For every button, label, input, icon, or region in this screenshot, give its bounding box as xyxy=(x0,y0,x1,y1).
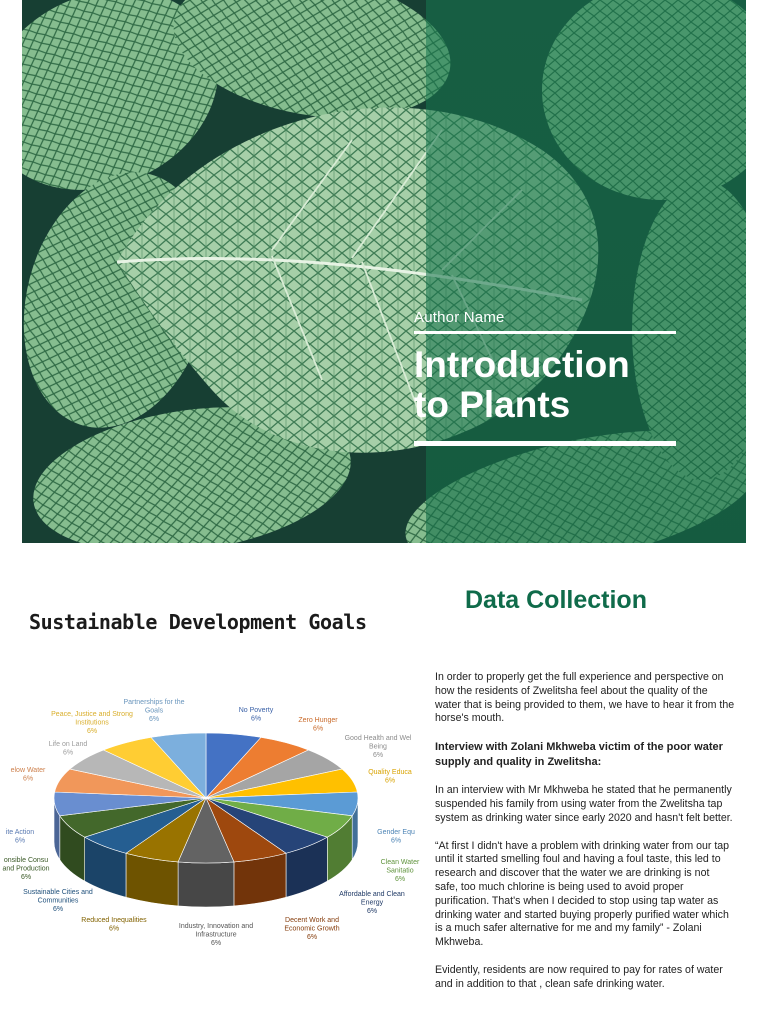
interview-heading: Interview with Zolani Mkhweba victim of the poor water supply and quality in Zwelitsha: xyxy=(435,741,723,769)
article-paragraph-1: In order to properly get the full experience and perspective on how the residents of Zwelitsha feel about the quality of the water that is being provided to them, we have to hear it from the horse's mouth. xyxy=(435,671,735,725)
article-body xyxy=(435,671,735,1006)
pie-data-label: onsible Consu and Production 6% xyxy=(2,857,50,881)
chart-title: Sustainable Development Goals xyxy=(29,610,367,634)
pie-data-label: No Poverty 6% xyxy=(238,707,274,723)
page-title xyxy=(414,345,714,425)
hero-image xyxy=(22,0,746,543)
pie-data-label: Industry, Innovation and Infrastructure 6% xyxy=(178,923,254,947)
pie-data-label: Quality Educa 6% xyxy=(368,769,412,785)
title-line-1: Introduction xyxy=(414,344,630,385)
pie-data-label: elow Water 6% xyxy=(10,767,46,783)
article-paragraph-3: Evidently, residents are now required to pay for rates of water and in addition to that , clean safe drinking water. xyxy=(435,963,723,990)
title-rule-bottom xyxy=(414,441,676,446)
pie-data-label: Affordable and Clean Energy 6% xyxy=(339,891,405,915)
pie-data-label: Good Health and Wel Being 6% xyxy=(344,735,412,759)
hero-green-overlay xyxy=(426,0,746,543)
author-name: Author Name xyxy=(414,309,505,326)
pie-data-label: ite Action 6% xyxy=(5,829,35,845)
pie-data-label: Clean Water Sanitatio 6% xyxy=(380,859,420,883)
pie-data-label: Decent Work and Economic Growth 6% xyxy=(284,917,340,941)
pie-data-label: Reduced Inequalities 6% xyxy=(81,917,147,933)
title-rule-top xyxy=(414,331,676,334)
pie-data-label: Partnerships for the Goals 6% xyxy=(123,699,185,723)
article-paragraph-2: In an interview with Mr Mkhweba he stated that he permanently suspended his family from using water from the Zwelitsha tap system as drinking water since early 2020 and hasn't felt better. xyxy=(435,784,733,824)
pie-slice-side xyxy=(178,862,234,907)
pie-data-label: Zero Hunger 6% xyxy=(298,717,338,733)
section-heading: Data Collection xyxy=(465,586,647,614)
sdg-pie-chart xyxy=(0,690,425,960)
pie-data-label: Gender Equ 6% xyxy=(377,829,415,845)
pie-data-label: Life on Land 6% xyxy=(48,741,88,757)
title-line-2: to Plants xyxy=(414,384,571,425)
pie-data-label: Peace, Justice and Strong Institutions 6% xyxy=(51,711,133,735)
quote-paragraph: “At first I didn't have a problem with drinking water from our tap until it started smelling foul and having a foul taste, this led to research and discover that the water we are drinking is not safe, too much chlorine is being used to avoid proper purification. That's when I decided to stop using tap water as drinking water and started buying properly purified water which is a much safer alternative for me and my family” - Zolani Mkhweba. xyxy=(435,839,730,949)
pie-data-label: Sustainable Cities and Communities 6% xyxy=(23,889,93,913)
